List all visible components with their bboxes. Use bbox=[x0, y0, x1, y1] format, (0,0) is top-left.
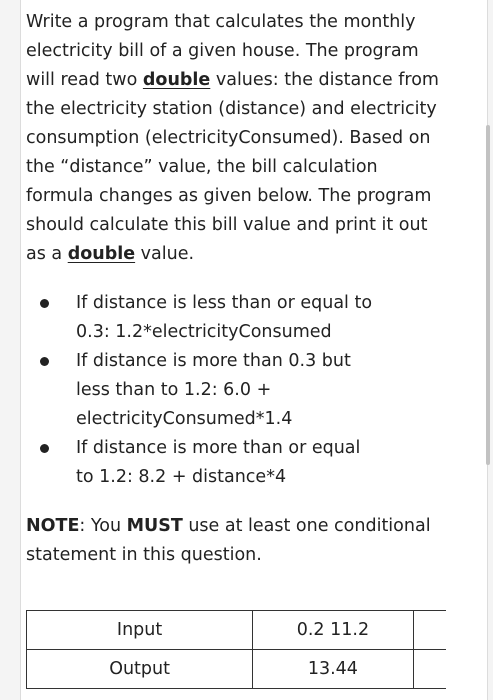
table-cell-label: Output bbox=[27, 650, 253, 689]
bullet-icon bbox=[40, 444, 49, 453]
rule-text: If distance is less than or equal to 0.3: 1.2*electricityConsumed bbox=[76, 293, 373, 342]
list-item bbox=[26, 434, 376, 492]
rule-text: If distance is more than 0.3 but less than to 1.2: 6.0 + electricityConsumed*1.4 bbox=[76, 351, 351, 429]
note-label: NOTE bbox=[26, 516, 80, 536]
table-cell-empty bbox=[413, 650, 446, 689]
note-must: MUST bbox=[126, 516, 183, 536]
bullet-icon bbox=[40, 299, 49, 308]
table-row bbox=[27, 650, 447, 689]
note-paragraph bbox=[26, 512, 446, 570]
intro-text-3: value. bbox=[135, 244, 195, 264]
bullet-icon bbox=[40, 357, 49, 366]
table-row bbox=[27, 611, 447, 650]
table-cell-value: 0.2 11.2 bbox=[253, 611, 413, 650]
note-text-1: : You bbox=[79, 516, 127, 536]
table-cell-empty bbox=[413, 611, 446, 650]
intro-text-2: values: the distance from the electricity station (distance) and electricity consumption (electricityConsumed). Based on the “distance” value, the bill calculation formula changes as given below. The program should calculate this bill value and print it out as a bbox=[26, 70, 439, 264]
rule-text: If distance is more than or equal to 1.2: 8.2 + distance*4 bbox=[76, 438, 361, 487]
rules-list bbox=[26, 289, 446, 492]
list-item bbox=[26, 347, 376, 434]
question-content bbox=[26, 8, 446, 679]
example-table bbox=[26, 610, 446, 689]
list-item bbox=[26, 289, 376, 347]
note-text-2: use at least one conditional statement in this question. bbox=[26, 516, 431, 565]
scrollbar[interactable] bbox=[486, 125, 490, 465]
table-cell-label: Input bbox=[27, 611, 253, 650]
problem-description bbox=[26, 8, 446, 269]
keyword-double-1: double bbox=[142, 70, 211, 90]
keyword-double-2: double bbox=[67, 244, 136, 264]
table-cell-value: 13.44 bbox=[253, 650, 413, 689]
intro-text-1: Write a program that calculates the monthly electricity bill of a given house. The program will read two bbox=[26, 12, 419, 90]
